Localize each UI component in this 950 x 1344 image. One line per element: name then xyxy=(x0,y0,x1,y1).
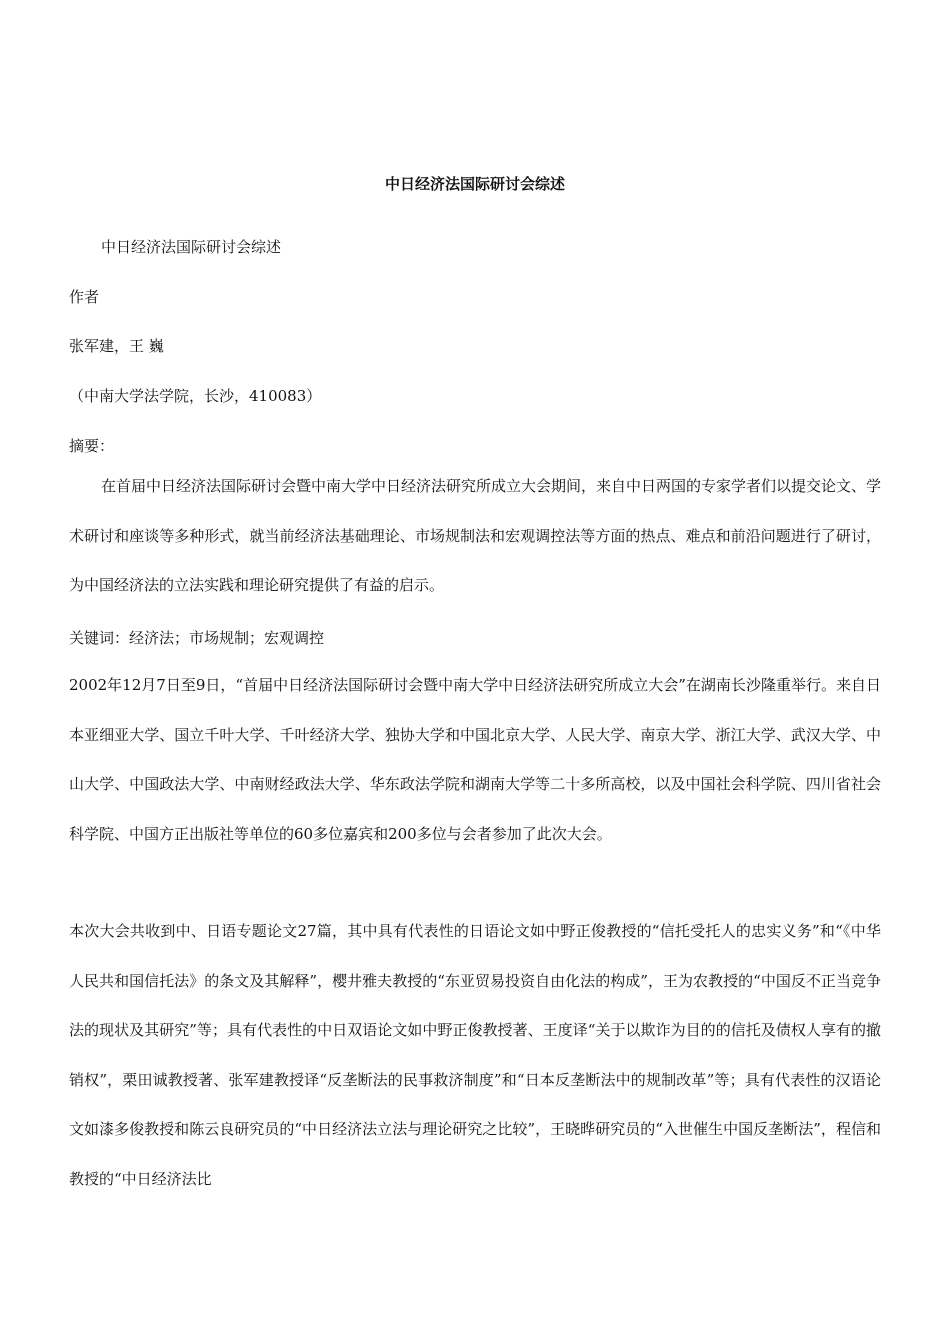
keywords: 关键词：经济法；市场规制；宏观调控 xyxy=(69,629,325,647)
author-affiliation: （中南大学法学院，长沙，410083） xyxy=(69,387,322,405)
author-label: 作者 xyxy=(69,288,100,306)
body-paragraph-2: 本次大会共收到中、日语专题论文27篇，其中具有代表性的日语论文如中野正俊教授的“信托受托人的忠实义务”和“《中华人民共和国信托法》的条文及其解释”，樱井雅夫教授的“东亚贸易投资自由化法的构成”，王为农教授的“中国反不正当竞争法的现状及其研究”等；具有代表性的中日双语论文如中野正俊教授著、王度译“关于以欺诈为目的的信托及债权人享有的撤销权”，栗田诚教授著、张军建教授译“反垄断法的民事救济制度”和“日本反垄断法中的规制改革”等；具有代表性的汉语论文如漆多俊教授和陈云良研究员的“中日经济法立法与理论研究之比较”，王晓晔研究员的“入世催生中国反垄断法”，程信和教授的“中日经济法比 xyxy=(69,922,881,1188)
abstract-label: 摘要： xyxy=(69,437,115,455)
abstract-text: 在首届中日经济法国际研讨会暨中南大学中日经济法研究所成立大会期间，来自中日两国的专家学者们以提交论文、学术研讨和座谈等多种形式，就当前经济法基础理论、市场规制法和宏观调控法等方面的热点、难点和前沿问题进行了研讨，为中国经济法的立法实践和理论研究提供了有益的启示。 xyxy=(69,477,882,594)
document-title: 中日经济法国际研讨会综述 xyxy=(384,175,565,193)
document-subtitle: 中日经济法国际研讨会综述 xyxy=(101,238,282,256)
author-names: 张军建，王 巍 xyxy=(69,337,164,355)
body-paragraph-1: 2002年12月7日至9日，“首届中日经济法国际研讨会暨中南大学中日经济法研究所成立大会”在湖南长沙隆重举行。来自日本亚细亚大学、国立千叶大学、千叶经济大学、独协大学和中国北京大学、人民大学、南京大学、浙江大学、武汉大学、中山大学、中国政法大学、中南财经政法大学、华东政法学院和湖南大学等二十多所高校，以及中国社会科学院、四川省社会科学院、中国方正出版社等单位的60多位嘉宾和200多位与会者参加了此次大会。 xyxy=(69,676,881,843)
